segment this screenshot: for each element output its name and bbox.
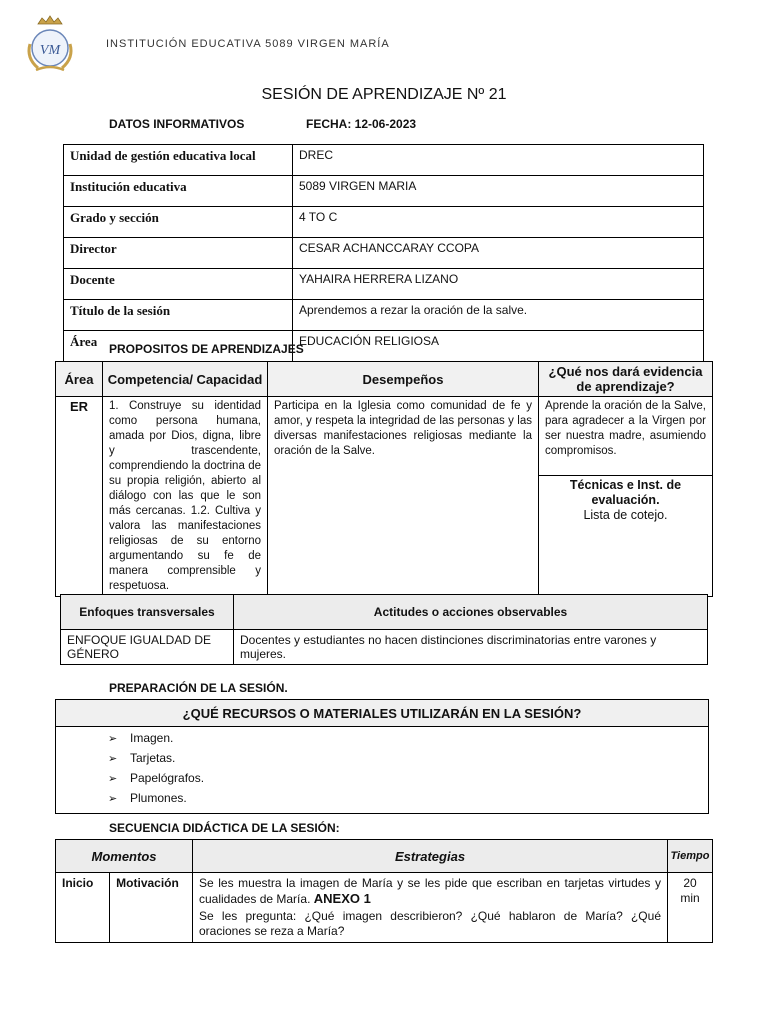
- page-title: SESIÓN DE APRENDIZAJE Nº 21: [261, 86, 507, 103]
- info-label: Título de la sesión: [64, 300, 293, 331]
- col-actitudes: Actitudes o acciones observables: [234, 595, 708, 630]
- propositos-table: [55, 361, 713, 597]
- anexo-label: ANEXO 1: [313, 891, 371, 906]
- evidencia-text: Aprende la oración de la Salve, para agradecer a la Virgen por ser nuestra madre, asumiendo compromisos.: [539, 397, 713, 476]
- info-label: Institución educativa: [64, 176, 293, 207]
- col-area: Área: [56, 362, 103, 397]
- arrow-bullet-icon: ➢: [108, 753, 118, 765]
- info-label: Docente: [64, 269, 293, 300]
- col-desempenos: Desempeños: [268, 362, 539, 397]
- momento-motivacion: Motivación: [110, 873, 193, 943]
- col-momentos: Momentos: [56, 840, 193, 873]
- info-label: Grado y sección: [64, 207, 293, 238]
- info-value: YAHAIRA HERRERA LIZANO: [293, 269, 704, 300]
- col-competencia: Competencia/ Capacidad: [103, 362, 268, 397]
- desempeno-text: Participa en la Iglesia como comunidad de fe y amor, y respeta la integridad de las personas y las diversas manifestaciones religiosas mediante la oración de la Salve.: [268, 397, 539, 597]
- col-tiempo: Tiempo: [668, 840, 713, 873]
- school-crest-logo: [22, 14, 78, 74]
- col-estrategias: Estrategias: [193, 840, 668, 873]
- info-label: Unidad de gestión educativa local: [64, 145, 293, 176]
- info-value: CESAR ACHANCCARAY CCOPA: [293, 238, 704, 269]
- info-value: DREC: [293, 145, 704, 176]
- list-item: ➢ Papelógrafos.: [108, 769, 708, 789]
- preparacion-heading: PREPARACIÓN DE LA SESIÓN.: [109, 681, 288, 695]
- col-enfoques: Enfoques transversales: [61, 595, 234, 630]
- recursos-question: ¿QUÉ RECURSOS O MATERIALES UTILIZARÁN EN LA SESIÓN?: [56, 700, 709, 727]
- svg-text:VM: VM: [39, 43, 61, 58]
- tiempo-value: 20 min: [668, 873, 713, 943]
- datos-informativos-label: DATOS INFORMATIVOS: [109, 117, 245, 131]
- info-row: [64, 269, 704, 300]
- info-label: Área: [64, 331, 293, 362]
- list-item: ➢ Plumones.: [108, 789, 708, 809]
- enfoque-value: ENFOQUE IGUALDAD DE GÉNERO: [61, 630, 234, 665]
- competencia-text: 1. Construye su identidad como persona humana, amada por Dios, digna, libre y trascendente, comprendiendo la doctrina de su propia religión, abierto al diálogo con las que le son más cercanas. 1.2. Cultiva y valora las manifestaciones religiosas de su entorno argumentando su fe de manera comprensible y respetuosa.: [103, 397, 268, 597]
- info-label: Director: [64, 238, 293, 269]
- arrow-bullet-icon: ➢: [108, 733, 118, 745]
- enfoques-table: [60, 594, 708, 665]
- tecnicas-cell: [539, 476, 713, 597]
- area-value: ER: [56, 397, 103, 597]
- tecnicas-value: Lista de cotejo.: [583, 508, 668, 522]
- list-item: ➢ Tarjetas.: [108, 749, 708, 769]
- info-table: [63, 144, 704, 362]
- info-value: 5089 VIRGEN MARIA: [293, 176, 704, 207]
- col-evidencia: ¿Qué nos dará evidencia de aprendizaje?: [539, 362, 713, 397]
- info-row: [64, 300, 704, 331]
- tecnicas-label: Técnicas e Inst. de evaluación.: [569, 478, 682, 507]
- recursos-list: [56, 729, 708, 809]
- estrategia-text: [193, 873, 668, 943]
- recursos-list-cell: [56, 727, 709, 814]
- estrategia-line-2: Se les pregunta: ¿Qué imagen describieron? ¿Qué hablaron de María? ¿Qué oraciones se reza a María?: [199, 909, 661, 938]
- info-row: [64, 145, 704, 176]
- info-value: Aprendemos a rezar la oración de la salve.: [293, 300, 704, 331]
- info-value: 4 TO C: [293, 207, 704, 238]
- info-row: [64, 176, 704, 207]
- institution-header: INSTITUCIÓN EDUCATIVA 5089 VIRGEN MARÍA: [106, 38, 390, 50]
- info-row: [64, 207, 704, 238]
- arrow-bullet-icon: ➢: [108, 793, 118, 805]
- estrategia-line-1: Se les muestra la imagen de María y se les pide que escriban en tarjetas virtudes y cualidades de María. ANEXO 1: [199, 876, 661, 906]
- info-value: EDUCACIÓN RELIGIOSA: [293, 331, 704, 362]
- recursos-table: [55, 699, 709, 814]
- list-item: ➢ Imagen.: [108, 729, 708, 749]
- momento-inicio: Inicio: [56, 873, 110, 943]
- fecha-label: FECHA: 12-06-2023: [306, 117, 417, 131]
- arrow-bullet-icon: ➢: [108, 773, 118, 785]
- secuencia-table: [55, 839, 713, 943]
- secuencia-heading: SECUENCIA DIDÁCTICA DE LA SESIÓN:: [109, 821, 340, 835]
- info-row: [64, 238, 704, 269]
- propositos-heading: PROPOSITOS DE APRENDIZAJES: [109, 342, 304, 356]
- actitud-value: Docentes y estudiantes no hacen distinciones discriminatorias entre varones y mujeres.: [234, 630, 708, 665]
